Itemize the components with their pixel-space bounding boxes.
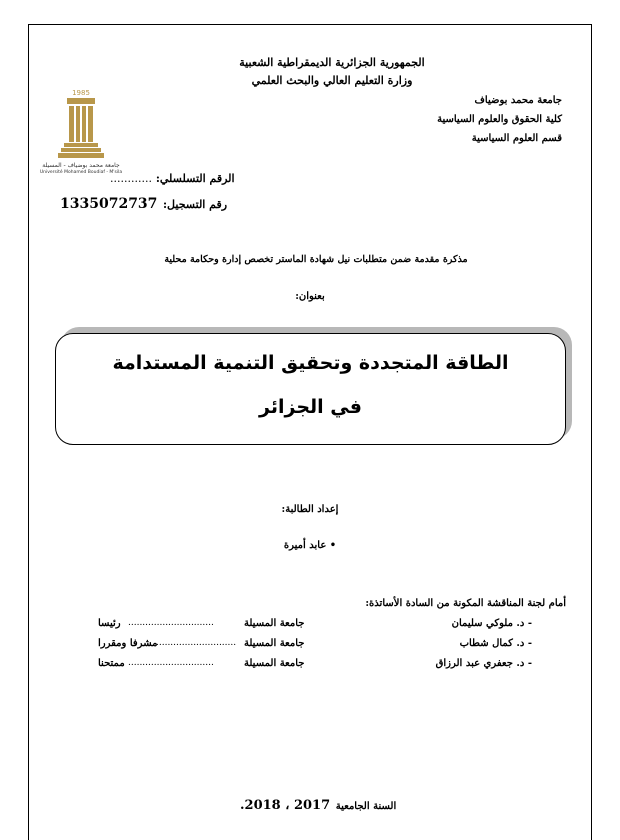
member-role: رئيسا bbox=[98, 618, 121, 629]
member-role: مشرفا ومقررا bbox=[98, 638, 158, 649]
faculty-name: كلية الحقوق والعلوم السياسية bbox=[437, 114, 562, 125]
member-role: ممتحنا bbox=[98, 658, 125, 669]
ministry-header: وزارة التعليم العالي والبحث العلمي bbox=[251, 74, 413, 87]
thesis-title-line-1: الطاقة المتجددة وتحقيق التنمية المستدامة bbox=[112, 352, 509, 374]
serial-dots: ............ bbox=[110, 172, 152, 185]
thesis-title-box bbox=[55, 333, 566, 445]
logo-name-latin: Université Mohamed Boudiaf - M'sila bbox=[39, 170, 123, 175]
member-name: - د. كمال شطاب bbox=[459, 638, 532, 649]
academic-year-label: السنة الجامعية bbox=[335, 801, 397, 812]
member-name: - د. جعفري عبد الرزاق bbox=[435, 658, 532, 669]
logo-year: 1985 bbox=[72, 89, 90, 97]
republic-header: الجمهورية الجزائرية الديمقراطية الشعبية bbox=[239, 56, 425, 69]
registration-row bbox=[60, 193, 227, 212]
member-university: جامعة المسيلة bbox=[244, 658, 305, 669]
academic-year-value: 2017 ، 2018. bbox=[240, 798, 331, 813]
member-dots: .............................. bbox=[128, 618, 214, 628]
thesis-note: مذكرة مقدمة ضمن متطلبات نيل شهادة الماستر تخصص إدارة وحكامة محلية bbox=[164, 254, 468, 265]
registration-number: 1335072737 bbox=[60, 196, 158, 212]
member-university: جامعة المسيلة bbox=[244, 638, 305, 649]
serial-label: الرقم التسلسلي: bbox=[155, 172, 235, 185]
registration-label: رقم التسجيل: bbox=[163, 198, 228, 211]
student-name: • عابد أميرة bbox=[283, 540, 337, 551]
member-dots: .............................. bbox=[128, 658, 214, 668]
academic-year bbox=[240, 794, 396, 813]
serial-row bbox=[110, 172, 235, 185]
member-university: جامعة المسيلة bbox=[244, 618, 305, 629]
university-logo bbox=[39, 86, 123, 176]
department-name: قسم العلوم السياسية bbox=[471, 133, 562, 144]
university-name: جامعة محمد بوضياف bbox=[474, 95, 562, 106]
committee-heading: أمام لجنة المناقشة المكونة من السادة الأساتذة: bbox=[365, 598, 566, 609]
logo-name-ar: جامعة محمد بوضياف - المسيلة bbox=[42, 162, 120, 169]
member-name: - د. ملوكي سليمان bbox=[451, 618, 532, 629]
university-emblem-icon bbox=[50, 86, 112, 162]
member-dots: ............................ bbox=[156, 638, 237, 648]
prepared-by-label: إعداد الطالبة: bbox=[281, 504, 339, 515]
thesis-title-line-2: في الجزائر bbox=[259, 396, 362, 418]
titled-label: بعنوان: bbox=[295, 291, 325, 302]
